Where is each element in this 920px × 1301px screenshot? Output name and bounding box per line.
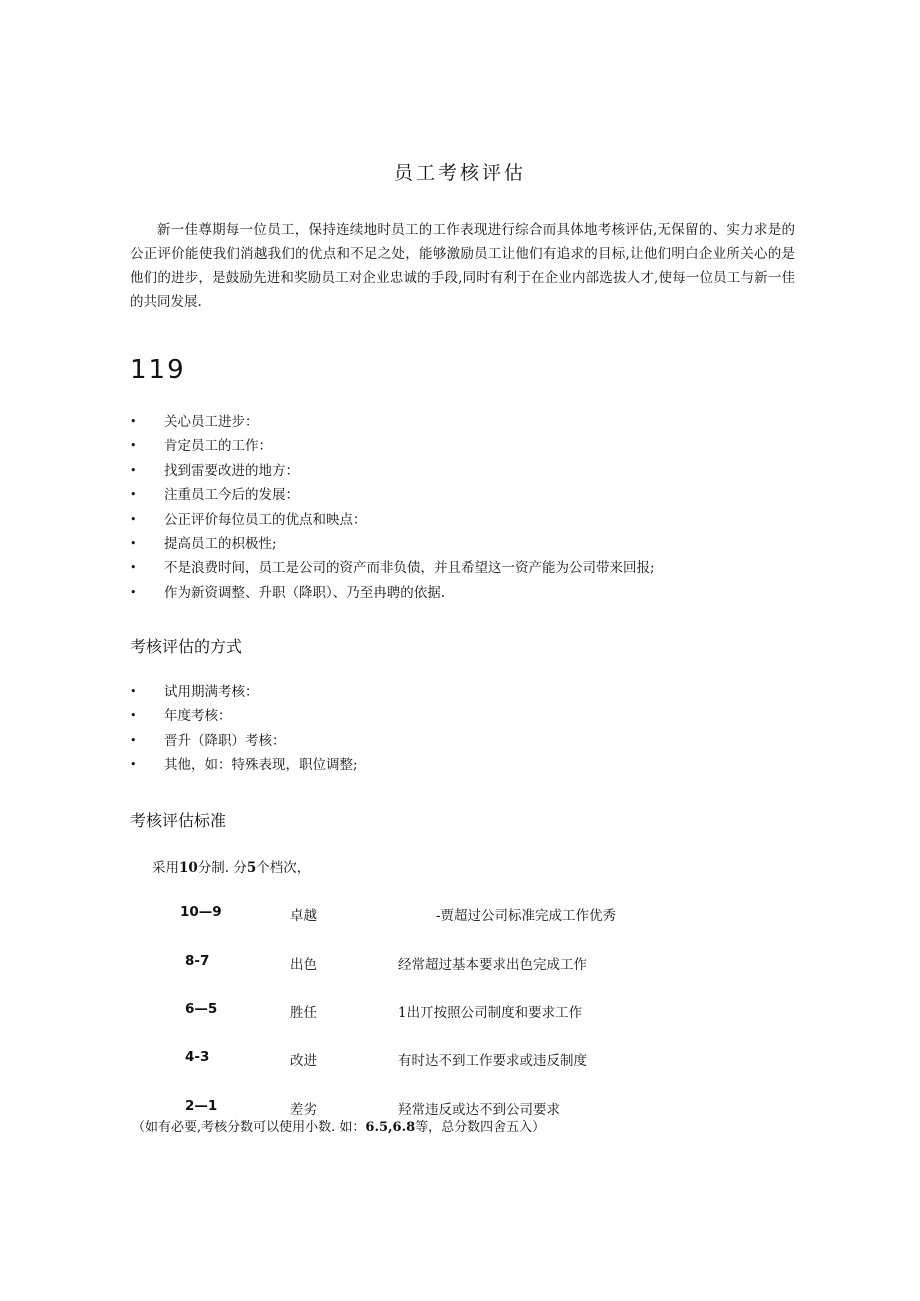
bullet-icon: • [130,536,137,550]
list-item-text: 肯定员工的工作： [164,438,272,455]
grade-score: 4-3 [185,1049,210,1065]
method-list [130,680,358,778]
footnote-prefix: （如有必要,考核分数可以使用小数. 如： [132,1120,366,1135]
grade-level: 胜任 [290,1005,317,1021]
scale-levels: 5 [246,860,257,876]
list-item-text: 其他，如：特殊表现，职位调整; [164,757,358,774]
grade-row [0,1001,920,1023]
list-item [130,729,358,753]
bullet-icon: • [130,709,137,723]
list-item-text: 找到雷要改进的地方： [164,462,299,479]
list-item [130,532,655,556]
scale-note-prefix: 采用 [152,860,179,876]
list-item [130,680,358,704]
list-item [130,508,655,532]
list-item-text: 注重员工今后的发展： [164,487,299,504]
bullet-icon: • [130,463,137,477]
grade-row [0,953,920,975]
bullet-icon: • [130,488,137,502]
list-item-text: 试用期满考核： [164,684,259,700]
scale-note [152,856,310,876]
bullet-icon: • [130,439,137,453]
list-item [130,434,655,458]
grade-score: 8-7 [185,953,210,969]
grade-level: 出色 [290,957,317,973]
list-item [130,556,655,580]
footnote [132,1116,545,1135]
intro-paragraph: 新一佳尊期每一位员工，保持连续地时员工的工作表现进行综合而具体地考核评估,无保留的、实力求是的公正评价能使我们消越我们的优点和不足之处，能够激励员工让他们有追求的目标,让他们明白企业所关心的是他们的进步，是鼓励先进和奖励员工对企业忠诚的手段,同时有利于在企业内部选拔人才,使每一位员工与新一佳的共同发展. [130,222,795,310]
list-item [130,483,655,507]
document-title: 员工考核评估 [393,162,526,184]
purpose-list [130,410,655,605]
bullet-icon: • [130,685,137,698]
list-item-text: 作为新资调整、升职（降职）、乃至冉聘的依据. [164,584,446,601]
bullet-icon: • [130,733,137,747]
grade-score: 6—5 [185,1001,218,1017]
list-item [130,753,358,777]
list-item-text: 关心员工进步： [164,414,259,430]
bullet-icon: • [130,415,137,428]
grade-description: -贾超过公司标准完成工作优秀 [436,908,617,924]
list-item-text: 公正评价每位员工的优点和映点： [164,511,367,528]
list-item [130,704,358,728]
methods-heading: 考核评估的方式 [130,637,243,656]
grade-row [0,904,920,926]
scale-note-suffix: 个档次， [256,860,311,876]
grade-description: 有时达不到工作要求或违反制度 [398,1053,587,1069]
standards-heading: 考核评估标准 [130,811,227,830]
grade-score: 2—1 [185,1098,218,1114]
scale-points: 10 [179,860,198,876]
grade-level: 卓越 [290,908,317,924]
list-item [130,459,655,483]
bullet-icon: • [130,758,137,772]
scale-note-middle: 分制. 分 [197,860,247,876]
grade-score: 10—9 [180,904,222,920]
grade-description: 经常超过基本要求出色完成工作 [398,957,587,973]
bullet-icon: • [130,585,137,599]
list-item-text: 提高员工的枳极性; [164,535,277,552]
list-item-text: 年度考核： [164,708,232,725]
list-item [130,410,655,434]
grade-level: 差劣 [290,1102,317,1118]
footnote-suffix: 等，总分数四舍五入） [415,1120,546,1135]
grade-row [0,1049,920,1071]
list-item-text: 晋升（降职）考核： [164,732,286,749]
grade-level: 改进 [290,1053,317,1069]
bullet-icon: • [130,561,137,575]
list-item [130,581,655,605]
footnote-examples: 6.5,6.8 [365,1120,416,1135]
bullet-icon: • [130,512,137,526]
list-item-text: 不是浪费时间，员工是公司的资产而非负债，并且希望这一资产能为公司带来回报; [164,560,655,577]
section-number: 119 [130,355,186,385]
grade-description: 羟常违反或达不到公司要求 [398,1102,560,1118]
grade-description: 1出丌按照公司制度和要求工作 [398,1005,583,1021]
